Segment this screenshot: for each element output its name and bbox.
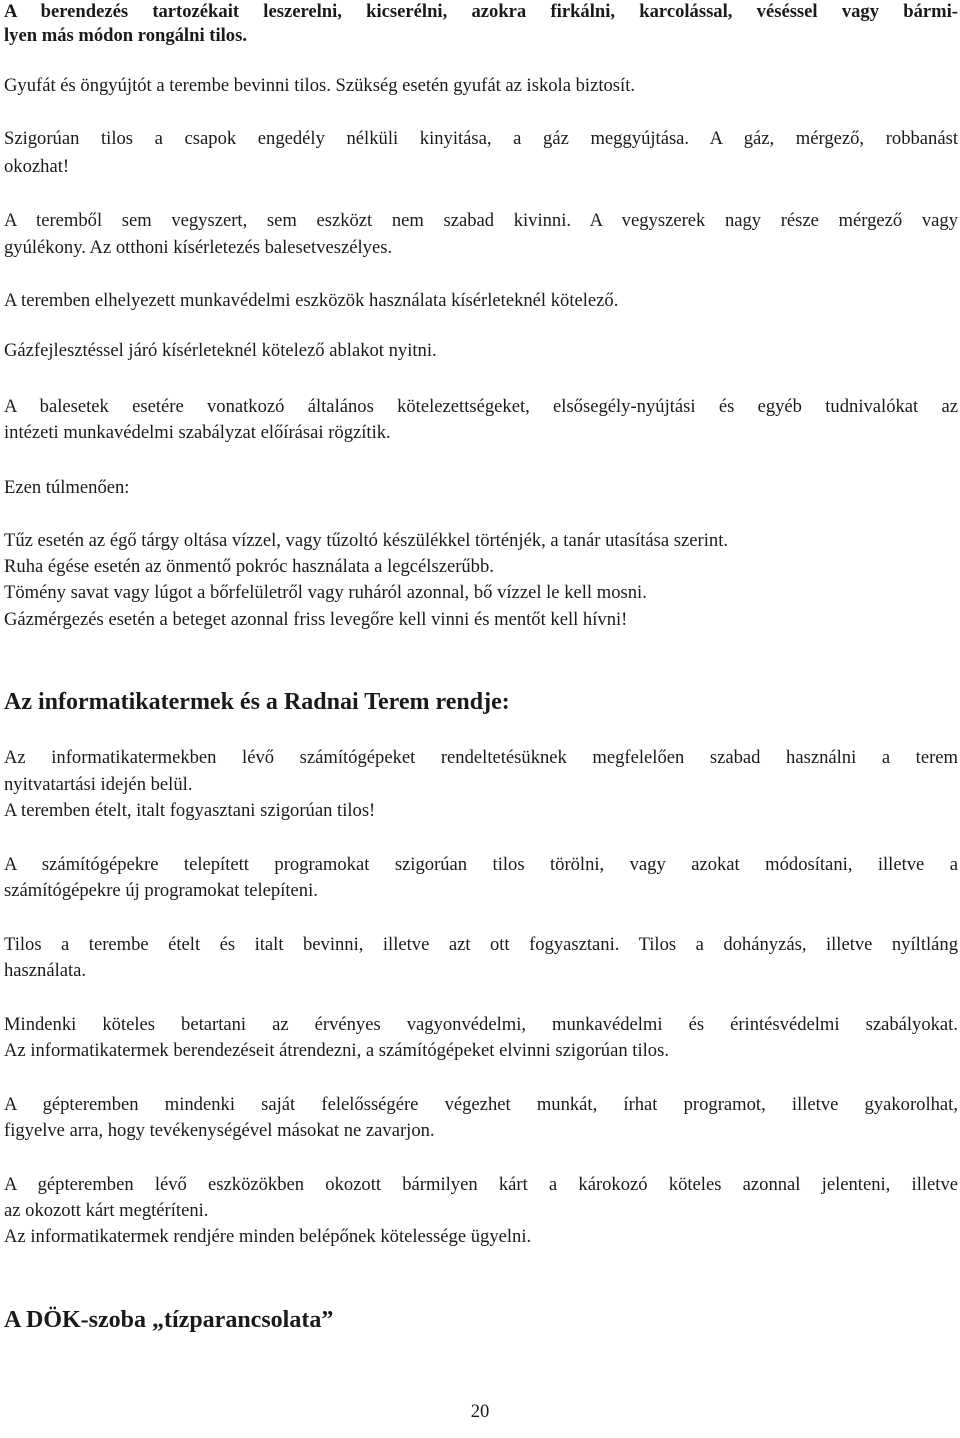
text-line: gyúlékony. Az otthoni kísérletezés balesetveszélyes. <box>4 237 393 258</box>
text-line: Tűz esetén az égő tárgy oltása vízzel, vagy tűzoltó készülékkel történjék, a tanár utasítása szerint. <box>4 530 729 551</box>
text-line: használata. <box>4 960 87 981</box>
text-line: nyitvatartási idején belül. <box>4 774 193 795</box>
text-line: A teremből sem vegyszert, sem eszközt nem szabad kivinni. A vegyszerek nagy része mérgező vagy <box>4 210 958 231</box>
text-line: Ezen túlmenően: <box>4 477 130 498</box>
text-line: Tilos a terembe ételt és italt bevinni, illetve azt ott fogyasztani. Tilos a dohányzás, illetve nyíltláng <box>4 934 958 955</box>
text-line: A gépteremben lévő eszközökben okozott bármilyen kárt a károkozó köteles azonnal jelenteni, illetve <box>4 1174 958 1195</box>
text-line: A balesetek esetére vonatkozó általános kötelezettségeket, elsősegély-nyújtási és egyéb tudnivalókat az <box>4 396 958 417</box>
text-line: Gázfejlesztéssel járó kísérleteknél kötelező ablakot nyitni. <box>4 340 437 361</box>
section-heading: A DÖK-szoba „tízparancsolata” <box>4 1307 334 1333</box>
section-heading: Az informatikatermek és a Radnai Terem rendje: <box>4 689 510 715</box>
text-line: Mindenki köteles betartani az érvényes vagyonvédelmi, munkavédelmi és érintésvédelmi szabályokat. <box>4 1014 958 1035</box>
text-line: Szigorúan tilos a csapok engedély nélküli kinyitása, a gáz meggyújtása. A gáz, mérgező, robbanást <box>4 128 958 149</box>
text-line: A teremben elhelyezett munkavédelmi eszközök használata kísérleteknél kötelező. <box>4 290 619 311</box>
text-line: Gázmérgezés esetén a beteget azonnal friss levegőre kell vinni és mentőt kell hívni! <box>4 609 628 630</box>
text-line: lyen más módon rongálni tilos. <box>4 25 247 46</box>
text-line: A berendezés tartozékait leszerelni, kicserélni, azokra firkálni, karcolással, véséssel vagy bármi- <box>4 1 958 22</box>
text-line: A számítógépekre telepített programokat szigorúan tilos törölni, vagy azokat módosítani, illetve a <box>4 854 958 875</box>
text-line: okozhat! <box>4 156 70 177</box>
text-line: A teremben ételt, italt fogyasztani szigorúan tilos! <box>4 800 376 821</box>
text-line: figyelve arra, hogy tevékenységével másokat ne zavarjon. <box>4 1120 435 1141</box>
page-number: 20 <box>470 1401 490 1422</box>
text-line: intézeti munkavédelmi szabályzat előírásai rögzítik. <box>4 422 391 443</box>
text-line: számítógépekre új programokat telepíteni. <box>4 880 318 901</box>
text-line: Gyufát és öngyújtót a terembe bevinni tilos. Szükség esetén gyufát az iskola biztosít. <box>4 75 636 96</box>
text-line: az okozott kárt megtéríteni. <box>4 1200 209 1221</box>
text-line: A gépteremben mindenki saját felelősségére végezhet munkát, írhat programot, illetve gyakorolhat, <box>4 1094 958 1115</box>
text-line: Az informatikatermek rendjére minden belépőnek kötelessége ügyelni. <box>4 1226 532 1247</box>
text-line: Az informatikatermekben lévő számítógépeket rendeltetésüknek megfelelően szabad használni a terem <box>4 747 958 768</box>
text-line: Tömény savat vagy lúgot a bőrfelületről vagy ruháról azonnal, bő vízzel le kell mosni. <box>4 582 647 603</box>
text-line: Ruha égése esetén az önmentő pokróc használata a legcélszerűbb. <box>4 556 494 577</box>
text-line: Az informatikatermek berendezéseit átrendezni, a számítógépeket elvinni szigorúan tilos. <box>4 1040 669 1061</box>
